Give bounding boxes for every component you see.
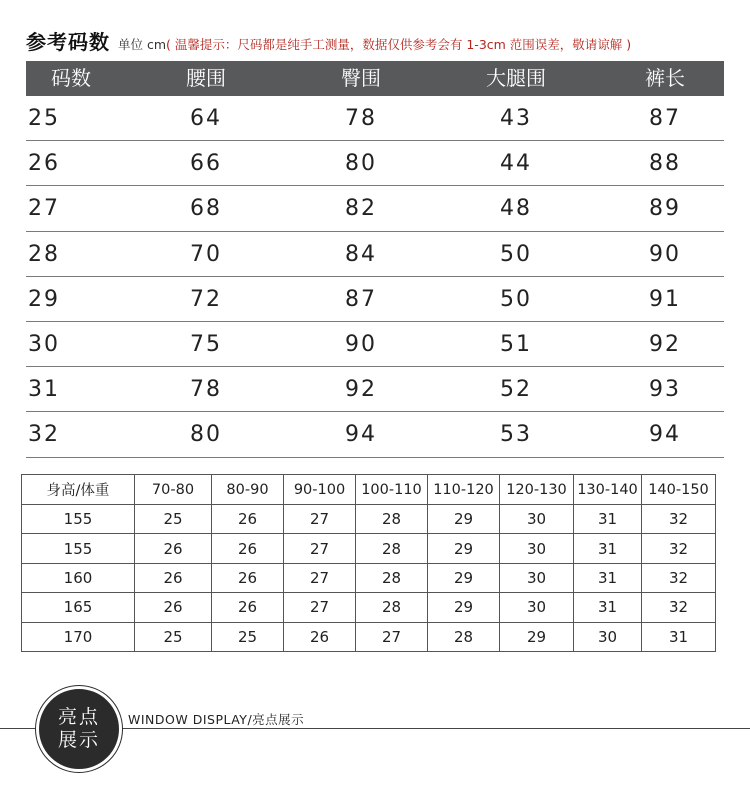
cell-thigh: 51 xyxy=(500,331,532,357)
cell-size: 28 xyxy=(28,241,60,267)
cell-hip: 78 xyxy=(345,106,377,131)
table-header-row xyxy=(22,475,716,505)
table-row xyxy=(22,622,716,651)
header-length: 裤长 xyxy=(645,66,685,90)
cell-size: 25 xyxy=(135,622,212,651)
badge-line-1: 亮点 xyxy=(57,706,100,728)
cell-size: 31 xyxy=(574,593,642,622)
cell-waist: 66 xyxy=(190,151,222,177)
cell-size: 26 xyxy=(212,534,284,563)
cell-size: 31 xyxy=(28,377,60,403)
header-weight-range: 120-130 xyxy=(500,475,574,505)
table-row xyxy=(22,505,716,534)
cell-size: 26 xyxy=(212,505,284,534)
cell-thigh: 52 xyxy=(500,377,532,403)
cell-size: 28 xyxy=(428,622,500,651)
size-table-header xyxy=(26,61,724,96)
highlight-badge xyxy=(36,686,122,772)
header-weight-range: 70-80 xyxy=(135,475,212,505)
height-weight-table xyxy=(21,474,716,652)
cell-size: 27 xyxy=(28,196,60,222)
table-row xyxy=(26,322,724,367)
header-thigh: 大腿围 xyxy=(486,66,546,90)
cell-size: 30 xyxy=(500,534,574,563)
cell-size: 27 xyxy=(284,505,356,534)
cell-length: 91 xyxy=(649,286,681,312)
cell-size: 28 xyxy=(356,563,428,592)
cell-size: 28 xyxy=(356,505,428,534)
cell-thigh: 44 xyxy=(500,151,532,177)
window-display-label: WINDOW DISPLAY/亮点展示 xyxy=(128,712,305,727)
cell-size: 32 xyxy=(642,534,716,563)
cell-size: 29 xyxy=(428,534,500,563)
header-weight-range: 100-110 xyxy=(356,475,428,505)
cell-hip: 84 xyxy=(345,241,377,267)
cell-hip: 82 xyxy=(345,196,377,222)
cell-size: 26 xyxy=(284,622,356,651)
measurement-tip: ( 温馨提示：尺码都是纯手工测量，数据仅供参考会有 1-3cm 范围误差，敬请谅解 ) xyxy=(166,37,632,52)
size-chart-header xyxy=(26,26,631,56)
cell-size: 27 xyxy=(284,534,356,563)
size-table xyxy=(26,61,724,458)
cell-height: 155 xyxy=(22,505,135,534)
cell-height: 165 xyxy=(22,593,135,622)
cell-size: 26 xyxy=(135,593,212,622)
cell-hip: 94 xyxy=(345,422,377,448)
cell-length: 87 xyxy=(649,106,681,131)
cell-size: 30 xyxy=(500,505,574,534)
cell-size: 26 xyxy=(212,593,284,622)
cell-height: 170 xyxy=(22,622,135,651)
header-weight-range: 110-120 xyxy=(428,475,500,505)
cell-hip: 80 xyxy=(345,151,377,177)
table-row xyxy=(26,186,724,231)
cell-size: 26 xyxy=(28,151,60,177)
cell-size: 26 xyxy=(135,534,212,563)
cell-size: 29 xyxy=(428,563,500,592)
header-size: 码数 xyxy=(51,66,91,90)
unit-label: 单位 cm xyxy=(118,37,167,52)
cell-size: 29 xyxy=(28,286,60,312)
cell-hip: 92 xyxy=(345,377,377,403)
cell-length: 88 xyxy=(649,151,681,177)
cell-size: 27 xyxy=(284,593,356,622)
cell-hip: 87 xyxy=(345,286,377,312)
table-row xyxy=(22,534,716,563)
cell-size: 26 xyxy=(135,563,212,592)
cell-waist: 72 xyxy=(190,286,222,312)
cell-size: 25 xyxy=(212,622,284,651)
badge-line-2: 展示 xyxy=(57,729,100,751)
table-row xyxy=(26,277,724,322)
cell-waist: 70 xyxy=(190,241,222,267)
cell-size: 31 xyxy=(574,563,642,592)
cell-size: 25 xyxy=(28,106,60,131)
table-row xyxy=(26,96,724,141)
cell-size: 27 xyxy=(356,622,428,651)
cell-thigh: 43 xyxy=(500,106,532,131)
cell-size: 27 xyxy=(284,563,356,592)
cell-size: 31 xyxy=(574,505,642,534)
header-weight-range: 130-140 xyxy=(574,475,642,505)
cell-length: 92 xyxy=(649,331,681,357)
cell-length: 94 xyxy=(649,422,681,448)
cell-length: 89 xyxy=(649,196,681,222)
cell-thigh: 48 xyxy=(500,196,532,222)
cell-waist: 80 xyxy=(190,422,222,448)
table-row xyxy=(22,563,716,592)
cell-size: 28 xyxy=(356,593,428,622)
table-row xyxy=(26,232,724,277)
cell-size: 30 xyxy=(500,563,574,592)
size-chart-title: 参考码数 xyxy=(26,30,110,54)
cell-size: 26 xyxy=(212,563,284,592)
cell-size: 30 xyxy=(574,622,642,651)
table-row xyxy=(26,367,724,412)
cell-waist: 68 xyxy=(190,196,222,222)
cell-length: 93 xyxy=(649,377,681,403)
cell-height: 155 xyxy=(22,534,135,563)
cell-size: 30 xyxy=(500,593,574,622)
cell-hip: 90 xyxy=(345,331,377,357)
cell-size: 32 xyxy=(28,422,60,448)
header-waist: 腰围 xyxy=(186,66,226,90)
cell-waist: 75 xyxy=(190,331,222,357)
cell-size: 31 xyxy=(642,622,716,651)
cell-size: 29 xyxy=(500,622,574,651)
cell-size: 29 xyxy=(428,593,500,622)
header-height-weight: 身高/体重 xyxy=(22,475,135,505)
cell-size: 28 xyxy=(356,534,428,563)
cell-waist: 64 xyxy=(190,106,222,131)
table-row xyxy=(22,593,716,622)
cell-size: 29 xyxy=(428,505,500,534)
cell-thigh: 50 xyxy=(500,286,532,312)
cell-size: 32 xyxy=(642,563,716,592)
cell-size: 25 xyxy=(135,505,212,534)
table-row xyxy=(26,412,724,457)
cell-thigh: 53 xyxy=(500,422,532,448)
cell-size: 32 xyxy=(642,505,716,534)
header-hip: 臀围 xyxy=(341,66,381,90)
cell-height: 160 xyxy=(22,563,135,592)
table-row xyxy=(26,141,724,186)
header-weight-range: 80-90 xyxy=(212,475,284,505)
cell-size: 30 xyxy=(28,331,60,357)
cell-length: 90 xyxy=(649,241,681,267)
cell-size: 31 xyxy=(574,534,642,563)
header-weight-range: 90-100 xyxy=(284,475,356,505)
cell-waist: 78 xyxy=(190,377,222,403)
cell-size: 32 xyxy=(642,593,716,622)
cell-thigh: 50 xyxy=(500,241,532,267)
header-weight-range: 140-150 xyxy=(642,475,716,505)
